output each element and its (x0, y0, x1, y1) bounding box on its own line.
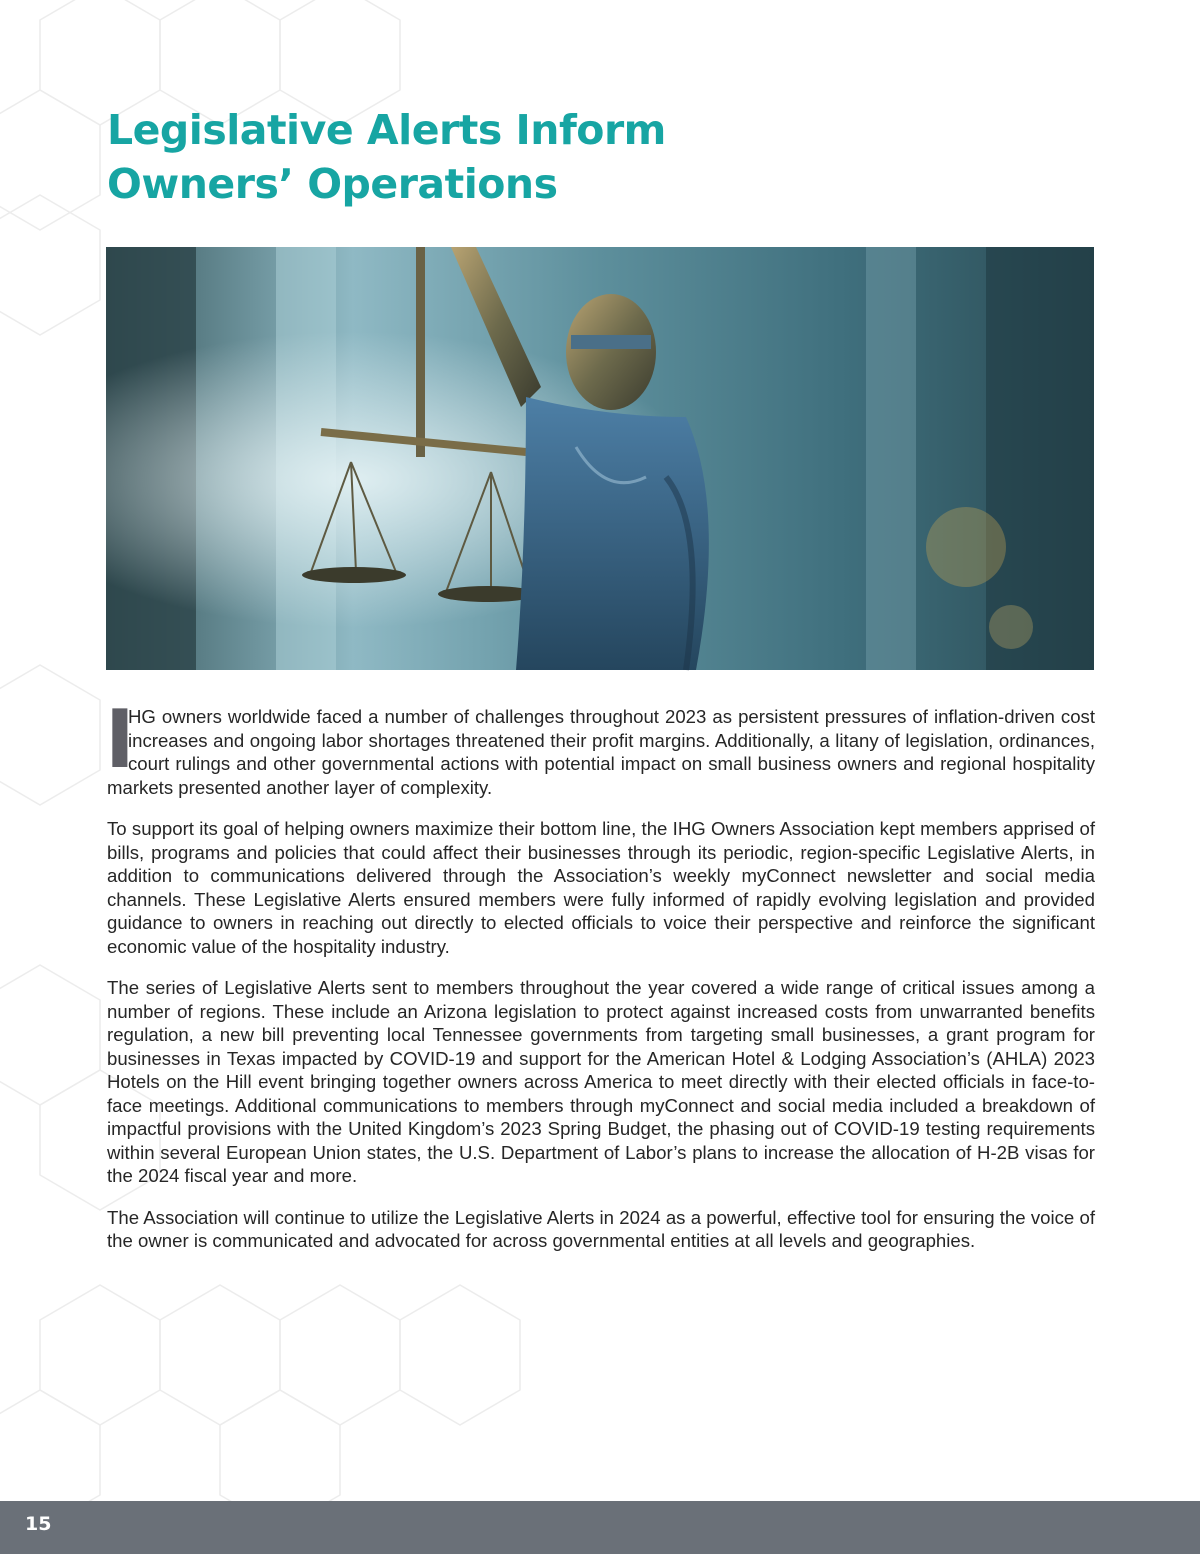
drop-cap: I (105, 693, 135, 786)
article-body (105, 693, 1095, 1271)
article-paragraph-1: I HG owners worldwide faced a number of challenges throughout 2023 as persistent pressures of inflation-driven cost increases and ongoing labor shortages threatened their profit margins. Additionally, a litany of legislation, ordinances, court rulings and other governmental actions with potential impact on small business owners and regional hospitality markets presented another layer of complexity. (105, 693, 1095, 798)
page-title-line-1: Legislative Alerts Inform (107, 106, 666, 154)
page-number: 15 (25, 1513, 52, 1535)
page-footer (0, 1501, 1200, 1554)
article-paragraph-4: The Association will continue to utilize the Legislative Alerts in 2024 as a powerful, effective tool for ensuring the voice of the owner is communicated and advocated for across governmental entities at all levels and geographies. (107, 1206, 1095, 1251)
page-title-line-2: Owners’ Operations (107, 160, 558, 208)
hero-image-lady-justice (106, 247, 1094, 670)
article-paragraph-3: The series of Legislative Alerts sent to members throughout the year covered a wide range of critical issues among a number of regions. These include an Arizona legislation to protect against increased costs from unwarranted benefits regulation, a new bill preventing local Tennessee governments from targeting small businesses, a grant program for businesses in Texas impacted by COVID-19 and support for the American Hotel & Lodging Association’s (AHLA) 2023 Hotels on the Hill event bringing together owners across America to meet directly with their elected officials in face-to-face meetings. Additional communications to members through myConnect and social media included a breakdown of impactful provisions with the United Kingdom’s 2023 Spring Budget, the phasing out of COVID-19 testing requirements within several European Union states, the U.S. Department of Labor’s plans to increase the allocation of H-2B visas for the 2024 fiscal year and more. (107, 977, 1095, 1186)
lady-justice-statue-image (106, 247, 1094, 670)
page-title (107, 103, 807, 211)
article-paragraph-2: To support its goal of helping owners maximize their bottom line, the IHG Owners Association kept members apprised of bills, programs and policies that could affect their businesses through its periodic, region-specific Legislative Alerts, in addition to communications delivered through the Association’s weekly myConnect newsletter and social media channels. These Legislative Alerts ensured members were fully informed of rapidly evolving legislation and provided guidance to owners in reaching out directly to elected officials to voice their perspective and reinforce the significant economic value of the hospitality industry. (107, 818, 1095, 957)
